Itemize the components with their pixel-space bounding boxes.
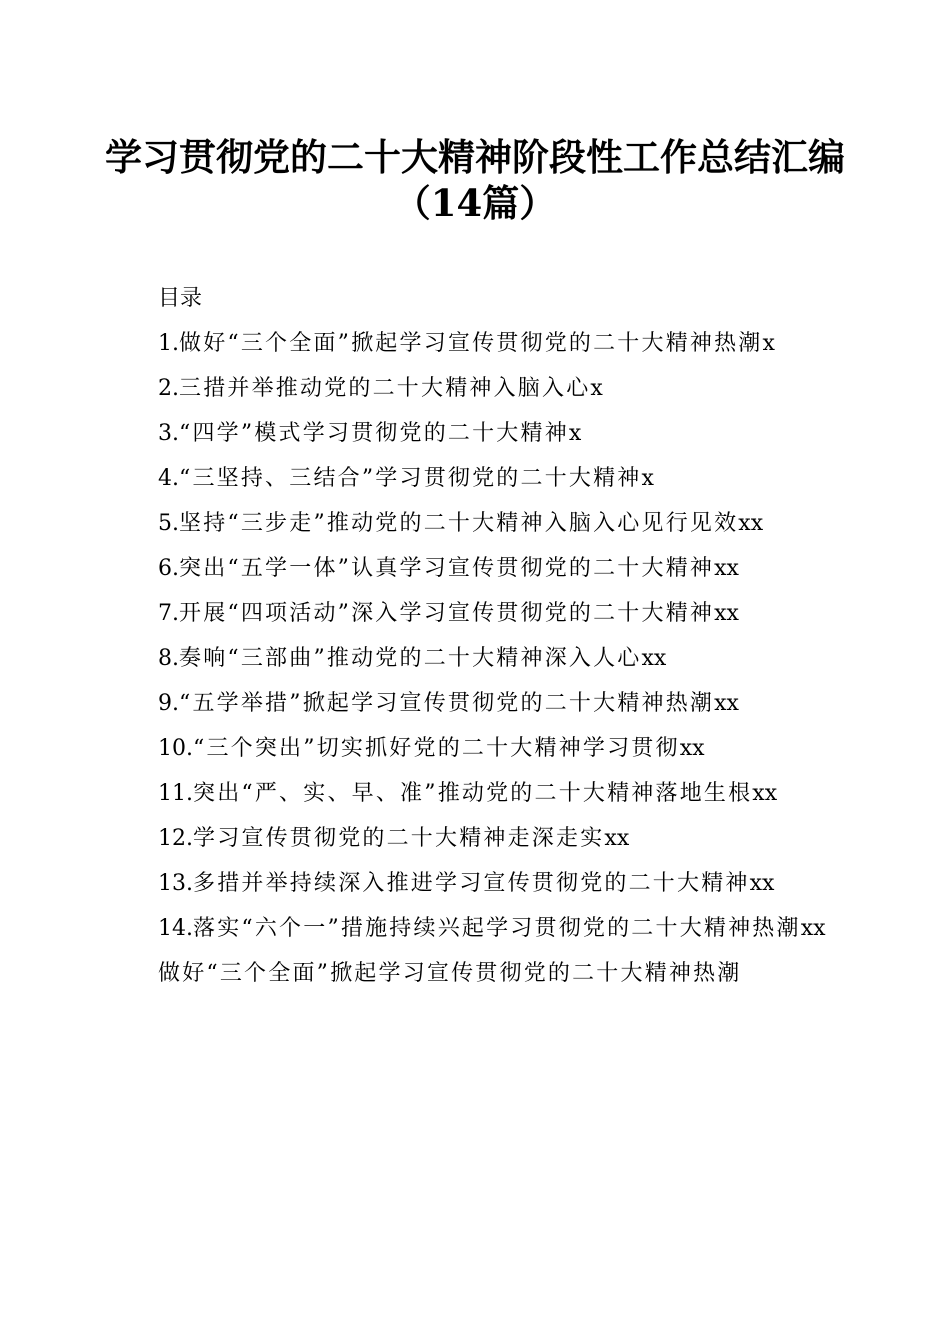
toc-item-title: “五学举措”掀起学习宣传贯彻党的二十大精神热潮 — [179, 691, 715, 716]
toc-item[interactable] — [118, 681, 828, 726]
toc-item-title: “三个突出”切实抓好党的二十大精神学习贯彻 — [193, 736, 680, 761]
toc-item-page: xx — [738, 511, 764, 536]
toc-item[interactable] — [118, 411, 828, 456]
toc-item-number: 7. — [158, 601, 179, 626]
toc-item-page: xx — [679, 736, 705, 761]
toc-item-page: x — [762, 331, 775, 356]
toc-item-number: 11. — [158, 781, 193, 806]
toc-item-number: 5. — [158, 511, 179, 536]
toc-item[interactable] — [118, 321, 828, 366]
toc-item-title: 开展“四项活动”深入学习宣传贯彻党的二十大精神 — [179, 601, 715, 626]
toc-item[interactable] — [118, 501, 828, 546]
toc-item-title: 突出“五学一体”认真学习宣传贯彻党的二十大精神 — [179, 556, 715, 581]
toc-heading: 目录 — [158, 286, 203, 311]
toc-item[interactable] — [118, 906, 828, 951]
toc-item-number: 13. — [158, 871, 193, 896]
toc-item-number: 4. — [158, 466, 179, 491]
toc-item[interactable] — [118, 771, 828, 816]
toc-item[interactable] — [118, 456, 828, 501]
toc-item-number: 1. — [158, 331, 179, 356]
toc-item-page: xx — [800, 916, 826, 941]
toc-item[interactable] — [118, 816, 828, 861]
toc-item-page: x — [568, 421, 582, 446]
toc-item-page: xx — [749, 871, 775, 896]
toc-item[interactable] — [118, 546, 828, 591]
toc-item-page: xx — [604, 826, 630, 851]
toc-item-title: 奏响“三部曲”推动党的二十大精神深入人心 — [179, 646, 642, 671]
document-title-line-1: 学习贯彻党的二十大精神阶段性工作总结汇编 — [105, 135, 845, 179]
table-of-contents — [118, 276, 828, 996]
toc-item-title: 做好“三个全面”掀起学习宣传贯彻党的二十大精神热潮 — [179, 331, 763, 356]
section-heading: 做好“三个全面”掀起学习宣传贯彻党的二十大精神热潮 — [158, 961, 742, 986]
toc-item-number: 14. — [158, 916, 193, 941]
toc-item-number: 3. — [158, 421, 179, 446]
toc-item-page: xx — [641, 646, 667, 671]
toc-item-title: “四学”模式学习贯彻党的二十大精神 — [179, 421, 569, 446]
toc-item-page: xx — [714, 691, 739, 716]
toc-item-number: 9. — [158, 691, 179, 716]
toc-item-title: 三措并举推动党的二十大精神入脑入心 — [179, 376, 591, 401]
toc-item[interactable] — [118, 726, 828, 771]
toc-item-title: 突出“严、实、早、准”推动党的二十大精神落地生根 — [193, 781, 753, 806]
toc-item-title: 学习宣传贯彻党的二十大精神走深走实 — [193, 826, 605, 851]
toc-item[interactable] — [118, 366, 828, 411]
toc-item-page: xx — [714, 601, 739, 626]
toc-item-number: 6. — [158, 556, 179, 581]
toc-item-number: 12. — [158, 826, 193, 851]
document-title-line-2: （14篇） — [393, 181, 557, 225]
toc-item[interactable] — [118, 861, 828, 906]
toc-item-page: x — [590, 376, 603, 401]
toc-item-title: 坚持“三步走”推动党的二十大精神入脑入心见行见效 — [179, 511, 739, 536]
toc-item-page: x — [641, 466, 654, 491]
toc-item-number: 10. — [158, 736, 193, 761]
toc-item-number: 8. — [158, 646, 179, 671]
toc-item-title: “三坚持、三结合”学习贯彻党的二十大精神 — [179, 466, 642, 491]
toc-item-page: xx — [752, 781, 778, 806]
toc-item-title: 落实“六个一”措施持续兴起学习贯彻党的二十大精神热潮 — [193, 916, 801, 941]
toc-item[interactable] — [118, 591, 828, 636]
toc-item-page: xx — [714, 556, 739, 581]
toc-item[interactable] — [118, 636, 828, 681]
toc-item-title: 多措并举持续深入推进学习宣传贯彻党的二十大精神 — [193, 871, 750, 896]
toc-item-number: 2. — [158, 376, 179, 401]
